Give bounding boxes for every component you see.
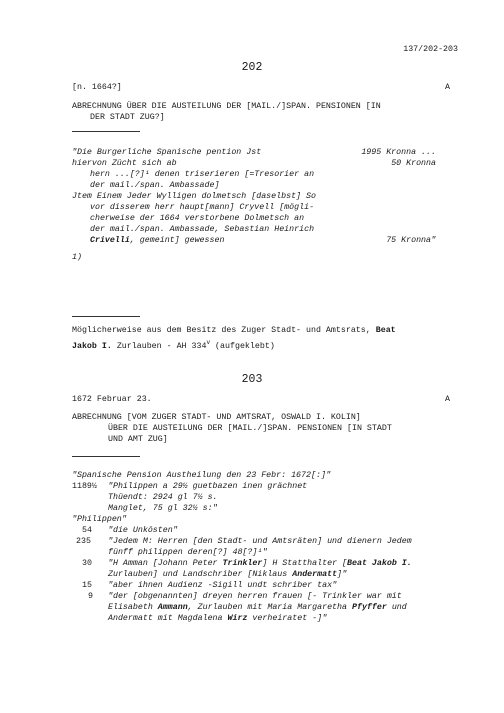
name-wirz: Wirz bbox=[227, 614, 248, 623]
doc203-title-line3: UND AMT ZUG] bbox=[108, 435, 168, 444]
name-crivelli: Crivelli bbox=[90, 236, 130, 245]
doc203-row3-number: 30 bbox=[82, 559, 92, 568]
name-beat-jakob: Beat Jakob I. bbox=[347, 559, 412, 568]
doc203-row2-number: 235 bbox=[76, 537, 91, 546]
doc203-row2-text-line2: fünff philippen deren[?] 48[?]¹" bbox=[108, 548, 268, 557]
name-andermatt: Andermatt bbox=[292, 570, 338, 579]
doc203-row3-text-line1: "H Amman [Johann Peter Trinkler] H Statthalter [Beat Jakob I. bbox=[108, 559, 412, 568]
doc203-title-line1: ABRECHNUNG [VOM ZUGER STADT- UND AMTSRAT, OSWALD I. KOLIN] bbox=[72, 413, 361, 422]
doc203-line5: "Philippen" bbox=[72, 515, 127, 524]
page-reference: 137/202-203 bbox=[403, 45, 458, 54]
name-pfyffer: Pfyffer bbox=[351, 603, 387, 612]
doc203-row5-text-line1: "der [obgenannten] dreyen herren frauen [- Trinkler war mit bbox=[108, 592, 402, 601]
doc202-mark: A bbox=[445, 83, 450, 92]
doc203-row4-text: "aber ihnen Audienz -Sigill undt schriber tax" bbox=[108, 581, 338, 590]
doc203-line2: "Philippen a 29½ guetbazen inen grächnet bbox=[108, 482, 308, 491]
doc202-amount-1: 1995 Kronna ... bbox=[361, 148, 436, 157]
document-number-202: 202 bbox=[241, 61, 263, 74]
doc202-amount-2: 50 Kronna bbox=[391, 159, 436, 168]
doc202-quote-line5: Jtem Einem Jeder Wylligen dolmetsch [daselbst] So bbox=[72, 192, 316, 201]
doc203-row5-number: 9 bbox=[88, 592, 93, 601]
doc202-date: [n. 1664?] bbox=[72, 83, 122, 92]
doc203-row4-number: 15 bbox=[82, 581, 92, 590]
doc202-footnote-line2: Jakob I. Zurlauben - AH 334$^v$ (aufgeklebt) bbox=[72, 339, 275, 351]
doc202-title-rule bbox=[72, 131, 140, 132]
doc202-quote-line9: Crivelli, gemeint] gewessen bbox=[90, 236, 225, 245]
doc203-row3-text-line2: Zurlauben] und Landschriber [Niklaus Andermatt]" bbox=[108, 570, 348, 579]
name-trinkler: Trinkler bbox=[222, 559, 263, 568]
doc203-row5-text-line2: Elisabeth Ammann, Zurlauben mit Maria Margaretha Pfyffer und bbox=[108, 603, 407, 612]
doc202-quote-line4: der mail./span. Ambassade] bbox=[90, 181, 220, 190]
doc203-title-rule bbox=[72, 456, 140, 457]
doc203-line4: Manglet, 75 gl 32½ s:" bbox=[108, 504, 218, 513]
doc202-footnote-line1: Möglicherweise aus dem Besitz des Zuger Stadt- und Amtsrats, Beat bbox=[72, 326, 396, 335]
doc203-row1-text: "die Unkösten" bbox=[108, 526, 178, 535]
doc202-title-line1: ABRECHNUNG ÜBER DIE AUSTEILUNG DER [MAIL./]SPAN. PENSIONEN [IN bbox=[72, 102, 381, 111]
doc202-title-line2: DER STADT ZUG?] bbox=[90, 113, 165, 122]
doc203-row5-text-line3: Andermatt mit Magdalena Wirz verheiratet -]" bbox=[108, 614, 328, 623]
doc202-quote-line3: hern ...[?]¹ denen triserieren [=Tresorier an bbox=[90, 170, 315, 179]
doc203-date: 1672 Februar 23. bbox=[72, 395, 152, 404]
doc203-mark: A bbox=[445, 395, 450, 404]
name-ammann: Ammann bbox=[157, 603, 188, 612]
doc202-quote-line8: der mail./span. Ambassade, Sebastian Heinrich bbox=[90, 225, 315, 234]
document-number-203: 203 bbox=[241, 373, 263, 386]
doc203-line3: Thüendt: 2924 gl 7½ s. bbox=[108, 493, 218, 502]
footnote-rule bbox=[72, 316, 140, 317]
doc202-amount-3: 75 Kronna" bbox=[386, 236, 436, 245]
doc202-quote-line6: vor disserem herr haupt[mann] Cryvell [mögli- bbox=[90, 203, 315, 212]
doc203-row1-number: 54 bbox=[82, 526, 92, 535]
doc202-quote-line7: cherweise der 1664 verstorbene Dolmetsch an bbox=[90, 214, 305, 223]
doc203-line1: "Spanische Pension Austheilung den 23 Febr: 1672[:]" bbox=[72, 471, 331, 480]
doc202-quote-line2: hiervon Zücht sich ab bbox=[72, 159, 177, 168]
doc203-amount-1189: 1189½ bbox=[72, 482, 97, 491]
doc203-title-line2: ÜBER DIE AUSTEILUNG DER [MAIL./]SPAN. PENSIONEN [IN STADT bbox=[108, 424, 392, 433]
doc203-row2-text-line1: "Jedem M: Herren [den Stadt- und Amtsräten] und dienern Jedem bbox=[108, 537, 412, 546]
doc202-quote-line1: "Die Burgerliche Spanische pention Jst bbox=[72, 148, 262, 157]
doc202-footnote-marker: 1) bbox=[72, 253, 82, 262]
